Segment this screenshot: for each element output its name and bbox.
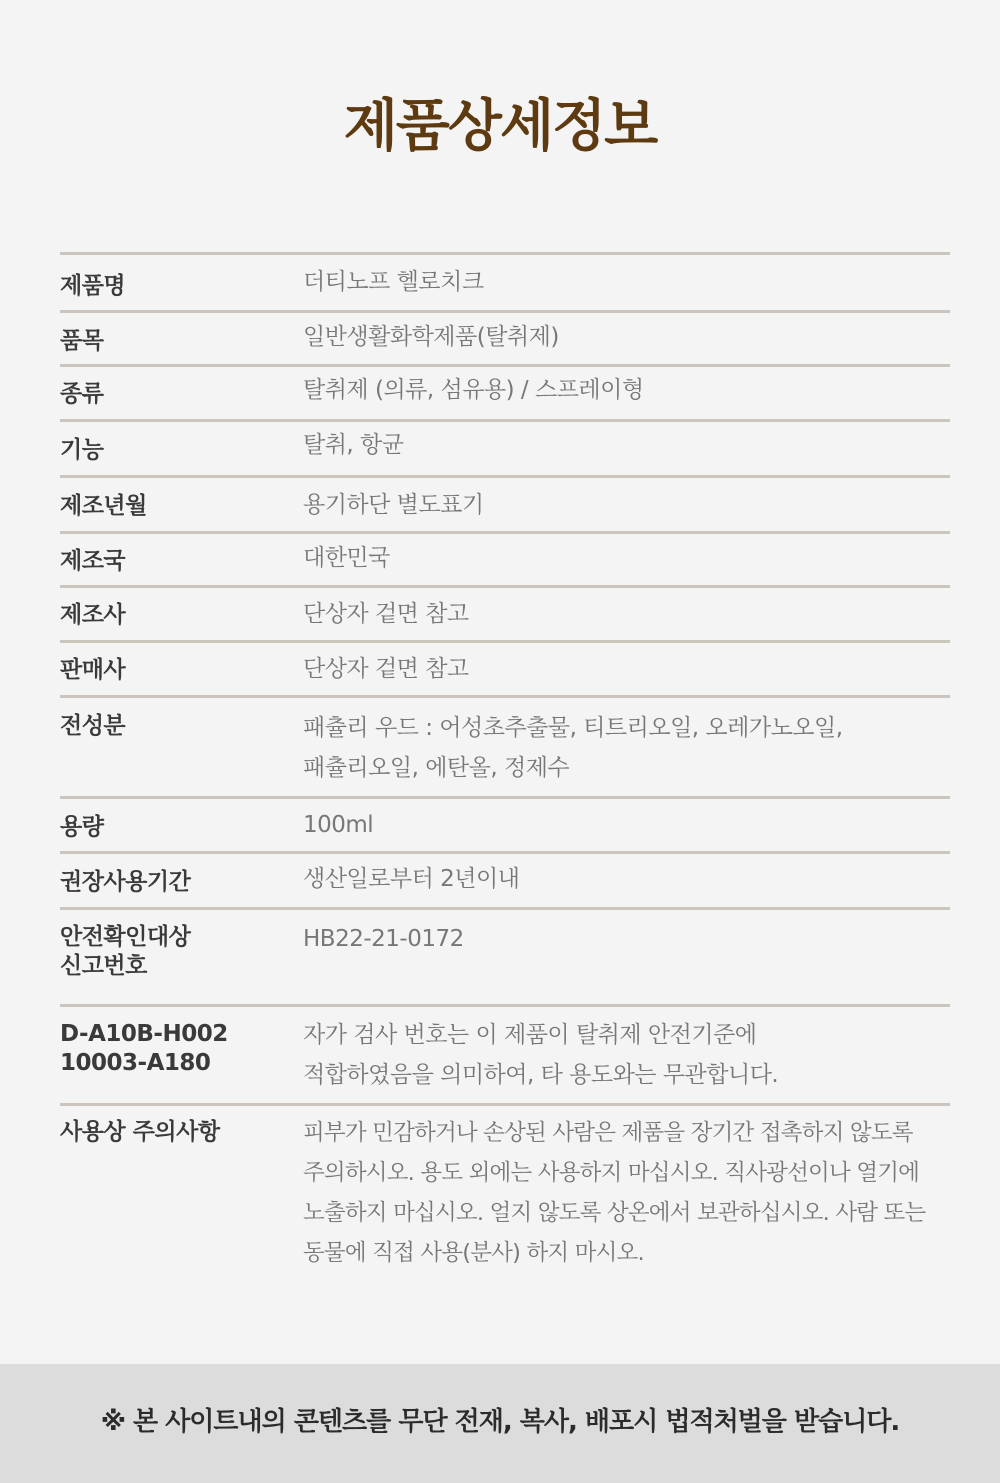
spec-value: 탈취, 항균: [303, 432, 404, 458]
spec-row-function: [60, 419, 950, 475]
spec-value: HB22-21-0172: [303, 926, 464, 952]
spec-label: 제조년월: [60, 493, 147, 519]
spec-label: 안전확인대상 신고번호: [60, 924, 191, 979]
spec-value: 피부가 민감하거나 손상된 사람은 제품을 장기간 접촉하지 않도록 주의하시오. 용도 외에는 사용하지 마십시오. 직사광선이나 열기에 노출하지 마십시오. 얼지 않도록 상온에서 보관하십시오. 사람 또는 동물에 직접 사용(분사) 하지 마시오.: [303, 1120, 926, 1266]
spec-label: 판매사: [60, 657, 126, 683]
spec-row-recommended-period: [60, 851, 950, 907]
spec-row-self-test-number: [60, 1004, 950, 1103]
page-title: 제품상세정보: [343, 94, 657, 159]
spec-row-product-name: [60, 252, 950, 310]
spec-row-category: [60, 310, 950, 364]
spec-label: 제품명: [60, 273, 126, 299]
spec-value: 일반생활화학제품(탈취제): [303, 324, 559, 350]
spec-row-ingredients: [60, 695, 950, 796]
spec-value: 100ml: [303, 812, 374, 838]
spec-label: 기능: [60, 437, 104, 463]
spec-value: 탈취제 (의류, 섬유용) / 스프레이형: [303, 377, 644, 403]
spec-label: 품목: [60, 328, 104, 354]
spec-label: D-A10B-H002 10003-A180: [60, 1021, 228, 1076]
copyright-notice: ※ 본 사이트내의 콘텐츠를 무단 전재, 복사, 배포시 법적처벌을 받습니다.: [100, 1407, 900, 1437]
spec-label: 종류: [60, 381, 104, 407]
spec-row-type: [60, 364, 950, 419]
spec-value: 단상자 겉면 참고: [303, 656, 469, 682]
spec-value: 자가 검사 번호는 이 제품이 탈취제 안전기준에 적합하였음을 의미하여, 타 용도와는 무관합니다.: [303, 1022, 779, 1088]
spec-row-seller: [60, 640, 950, 695]
spec-row-manufacture-date: [60, 475, 950, 531]
spec-label: 용량: [60, 814, 104, 840]
spec-label: 제조국: [60, 548, 126, 574]
spec-row-precautions: [60, 1103, 950, 1271]
spec-value: 더티노프 헬로치크: [303, 269, 484, 295]
spec-value: 용기하단 별도표기: [303, 492, 484, 518]
spec-label: 전성분: [60, 713, 126, 739]
spec-value: 대한민국: [303, 545, 390, 571]
spec-value: 패츌리 우드 : 어성초추출물, 티트리오일, 오레가노오일, 패츌리오일, 에탄올, 정제수: [303, 715, 843, 781]
spec-value: 생산일로부터 2년이내: [303, 866, 520, 892]
copyright-notice-bar: [0, 1364, 1000, 1483]
spec-row-manufacturer: [60, 585, 950, 640]
spec-row-volume: [60, 796, 950, 851]
spec-label: 권장사용기간: [60, 869, 191, 895]
spec-label: 제조사: [60, 602, 126, 628]
spec-label: 사용상 주의사항: [60, 1119, 220, 1145]
spec-row-safety-report-number: [60, 907, 950, 1004]
spec-row-origin-country: [60, 531, 950, 585]
spec-value: 단상자 겉면 참고: [303, 601, 469, 627]
product-spec-table: [60, 252, 950, 1271]
